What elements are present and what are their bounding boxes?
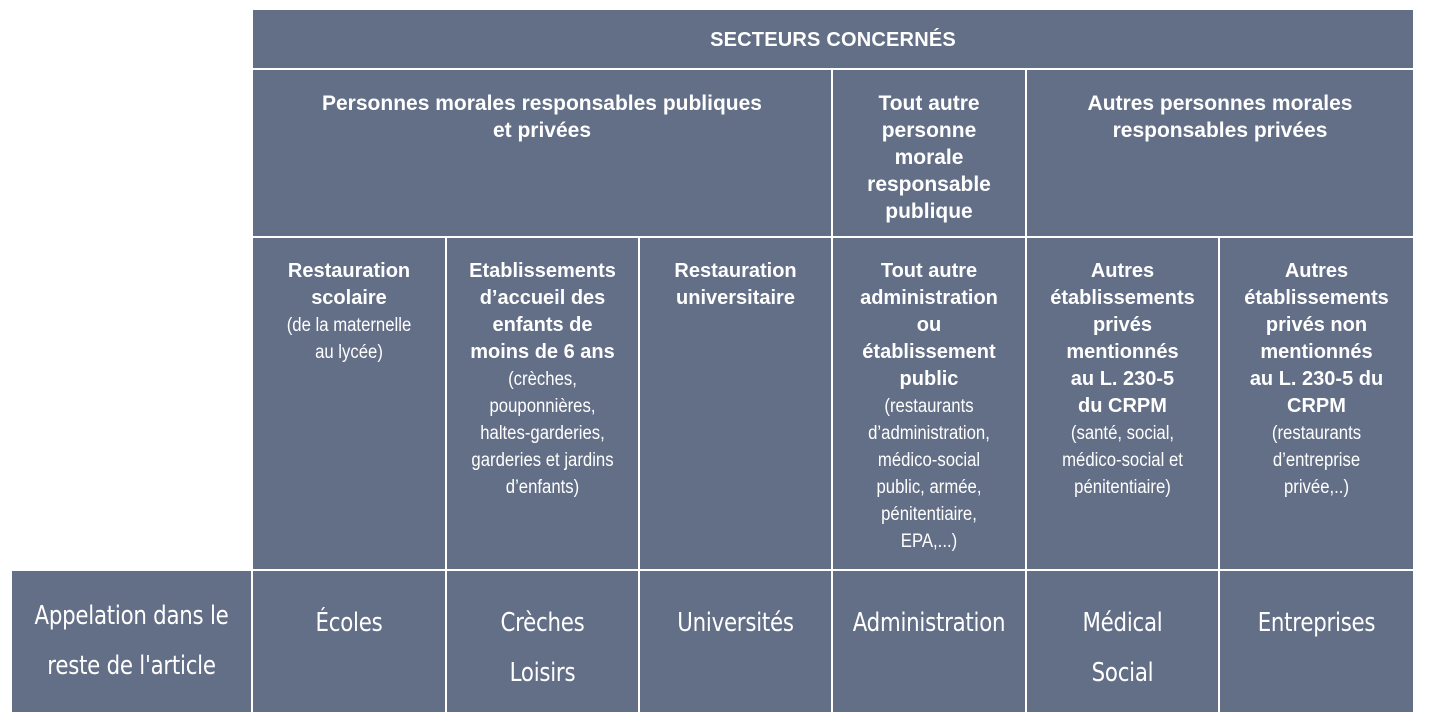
sectors-header-title: SECTEURS CONCERNÉS	[710, 29, 956, 51]
appellation-schools	[253, 571, 445, 712]
group-public-private-label: Personnes morales responsables publiques et privées	[322, 92, 762, 142]
sector-detail: (de la maternelle au lycée)	[286, 315, 412, 363]
sector-title: Autres établissements privés non mentionnés au L. 230-5 du CRPM	[1244, 260, 1389, 417]
sector-title: Restauration universitaire	[674, 260, 797, 309]
sector-detail: (santé, social, médico-social et pénitentiaire)	[1062, 423, 1183, 498]
appellation-university	[640, 571, 831, 712]
group-other-public	[833, 70, 1025, 236]
sector-cell-private-mentioned	[1027, 238, 1218, 569]
group-other-public-label: Tout autre personne morale responsable publique	[867, 92, 991, 223]
appellation-row-header	[12, 571, 251, 712]
sector-cell-schools	[253, 238, 445, 569]
sector-cell-private-not-mentioned	[1220, 238, 1413, 569]
sectors-header	[253, 10, 1413, 68]
appellation-companies	[1220, 571, 1413, 712]
sector-cell-university	[640, 238, 831, 569]
sector-title: Autres établissements privés mentionnés au L. 230-5 du CRPM	[1050, 260, 1195, 417]
appellation-value: Médical Social	[1082, 608, 1163, 688]
appellation-value: Entreprises	[1257, 608, 1376, 638]
appellation-value: Administration	[852, 608, 1006, 638]
appellation-administration	[833, 571, 1025, 712]
sector-detail: (restaurants d’administration, médico-social public, armée, pénitentiaire, EPA,...)	[868, 396, 990, 552]
group-public-private	[253, 70, 831, 236]
appellation-childcare	[447, 571, 638, 712]
sector-cell-childcare	[447, 238, 638, 569]
group-other-private	[1027, 70, 1413, 236]
appellation-medical-social	[1027, 571, 1218, 712]
appellation-value: Universités	[677, 608, 794, 638]
appellation-value: Écoles	[315, 608, 383, 638]
sector-title: Tout autre administration ou établissement public	[860, 260, 998, 390]
sector-cell-administration	[833, 238, 1025, 569]
sector-title: Etablissements d’accueil des enfants de moins de 6 ans	[469, 260, 616, 363]
group-other-private-label: Autres personnes morales responsables privées	[1087, 92, 1353, 142]
sector-detail: (crèches, pouponnières, haltes-garderies, garderies et jardins d’enfants)	[471, 369, 614, 498]
appellation-label: Appelation dans le reste de l'article	[34, 601, 229, 681]
sector-detail: (restaurants d’entreprise privée,..)	[1271, 423, 1362, 498]
appellation-value: Crèches Loisirs	[500, 608, 585, 688]
sector-title: Restauration scolaire	[287, 260, 411, 309]
